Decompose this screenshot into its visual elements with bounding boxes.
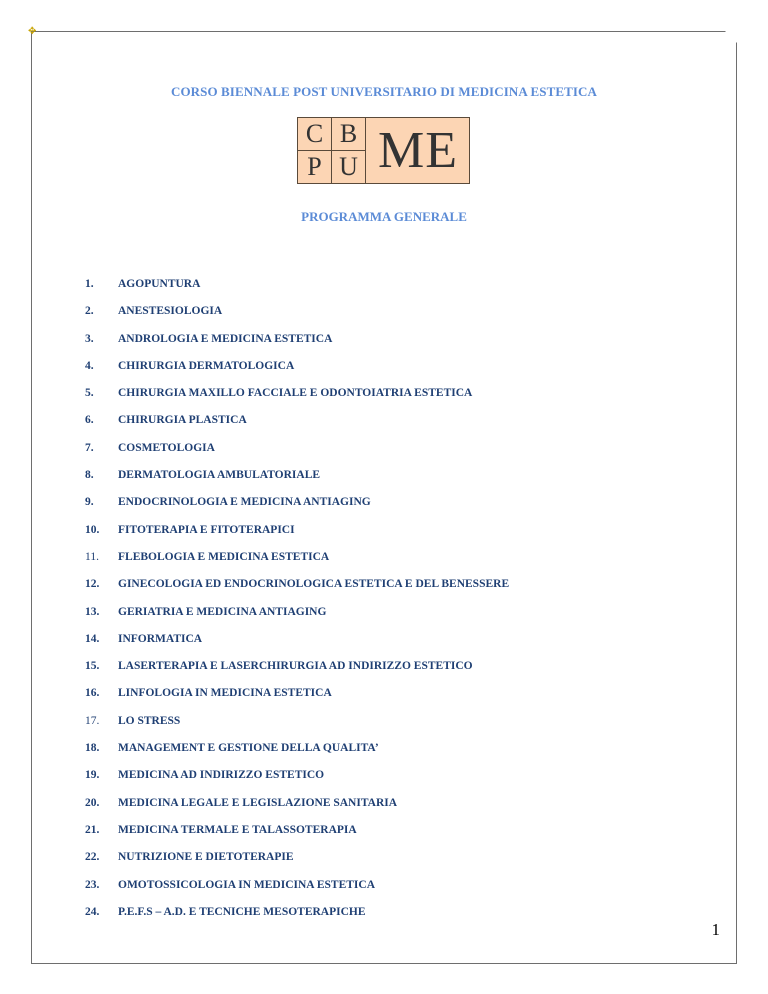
program-item: [85, 658, 509, 685]
program-item-number: 12.: [85, 578, 100, 591]
program-item-label: GERIATRIA E MEDICINA ANTIAGING: [118, 605, 327, 618]
program-item: [85, 631, 509, 658]
program-item: [85, 767, 509, 794]
program-item-label: ANESTESIOLOGIA: [118, 305, 223, 318]
cbpume-logo: [297, 117, 470, 184]
program-item: [85, 440, 509, 467]
program-item: [85, 467, 509, 494]
program-item-number: 14.: [85, 632, 100, 645]
program-item-label: GINECOLOGIA ED ENDOCRINOLOGICA ESTETICA E DEL BENESSERE: [118, 578, 510, 591]
program-item-label: NUTRIZIONE E DIETOTERAPIE: [118, 851, 294, 864]
program-item-label: CHIRURGIA PLASTICA: [118, 414, 247, 427]
program-item: [85, 713, 509, 740]
program-item: [85, 331, 509, 358]
program-item: [85, 877, 509, 904]
program-item: [85, 795, 509, 822]
program-item: [85, 822, 509, 849]
program-item-label: AGOPUNTURA: [118, 278, 201, 290]
program-item: [85, 494, 509, 521]
program-item-label: MEDICINA TERMALE E TALASSOTERAPIA: [118, 823, 357, 836]
program-item-number: 20.: [85, 796, 100, 809]
program-item: [85, 576, 509, 603]
program-item: [85, 303, 509, 330]
program-item: [85, 522, 509, 549]
logo-letter: P: [298, 151, 332, 184]
program-list: [85, 276, 509, 931]
program-item-label: LO STRESS: [118, 714, 181, 727]
program-item: [85, 385, 509, 412]
program-item-label: OMOTOSSICOLOGIA IN MEDICINA ESTETICA: [118, 878, 376, 891]
program-item-number: 10.: [85, 523, 100, 536]
program-item-number: 17.: [85, 714, 100, 727]
program-item: [85, 685, 509, 712]
program-item-label: MEDICINA AD INDIRIZZO ESTETICO: [118, 769, 325, 782]
program-item-number: 8.: [85, 469, 94, 482]
program-item-label: MANAGEMENT E GESTIONE DELLA QUALITA’: [118, 742, 379, 755]
logo-letter: B: [332, 118, 366, 151]
program-item-label: COSMETOLOGIA: [118, 441, 215, 454]
program-item-number: 9.: [85, 496, 94, 509]
logo-letter: C: [298, 118, 332, 151]
page-number: 1: [711, 920, 720, 939]
logo-main-text: ME: [378, 122, 458, 179]
program-item: [85, 412, 509, 439]
program-item-number: 16.: [85, 687, 100, 700]
program-item-number: 2.: [85, 305, 94, 318]
program-item-label: LINFOLOGIA IN MEDICINA ESTETICA: [118, 687, 332, 700]
program-item-label: DERMATOLOGIA AMBULATORIALE: [118, 469, 321, 482]
anchor-icon: ✥: [28, 26, 37, 37]
program-item: [85, 849, 509, 876]
program-item-number: 7.: [85, 441, 94, 454]
program-item-label: CHIRURGIA MAXILLO FACCIALE E ODONTOIATRIA ESTETICA: [118, 387, 473, 400]
program-item-number: 23.: [85, 878, 100, 891]
program-item: [85, 358, 509, 385]
program-item-label: MEDICINA LEGALE E LEGISLAZIONE SANITARIA: [118, 796, 398, 809]
program-item-number: 6.: [85, 414, 94, 427]
program-item-label: LASERTERAPIA E LASERCHIRURGIA AD INDIRIZZO ESTETICO: [118, 660, 473, 673]
program-item-label: CHIRURGIA DERMATOLOGICA: [118, 359, 295, 372]
program-item-number: 5.: [85, 387, 94, 400]
program-item-number: 4.: [85, 359, 94, 372]
program-item-number: 22.: [85, 851, 100, 864]
program-item: [85, 549, 509, 576]
program-item-number: 18.: [85, 742, 100, 755]
program-item: [85, 276, 509, 303]
program-item-number: 1.: [85, 278, 94, 290]
program-item-label: INFORMATICA: [118, 632, 203, 645]
program-item: [85, 740, 509, 767]
program-item-number: 13.: [85, 605, 100, 618]
program-item: [85, 904, 509, 931]
page-corner-fold: [725, 31, 737, 43]
program-item-number: 11.: [85, 550, 99, 563]
program-item-label: FLEBOLOGIA E MEDICINA ESTETICA: [118, 550, 330, 563]
program-item-number: 24.: [85, 905, 100, 918]
logo-letter: U: [332, 151, 366, 184]
program-item-number: 19.: [85, 769, 100, 782]
program-item-number: 3.: [85, 332, 94, 345]
program-item-number: 15.: [85, 660, 100, 673]
program-item-label: P.E.F.S – A.D. E TECNICHE MESOTERAPICHE: [118, 905, 366, 918]
program-item-label: ENDOCRINOLOGIA E MEDICINA ANTIAGING: [118, 496, 371, 509]
program-item: [85, 604, 509, 631]
program-item-label: ANDROLOGIA E MEDICINA ESTETICA: [118, 332, 333, 345]
program-item-number: 21.: [85, 823, 100, 836]
document-title: CORSO BIENNALE POST UNIVERSITARIO DI MEDICINA ESTETICA: [170, 84, 598, 99]
program-heading: PROGRAMMA GENERALE: [301, 209, 467, 224]
program-item-label: FITOTERAPIA E FITOTERAPICI: [118, 523, 295, 536]
